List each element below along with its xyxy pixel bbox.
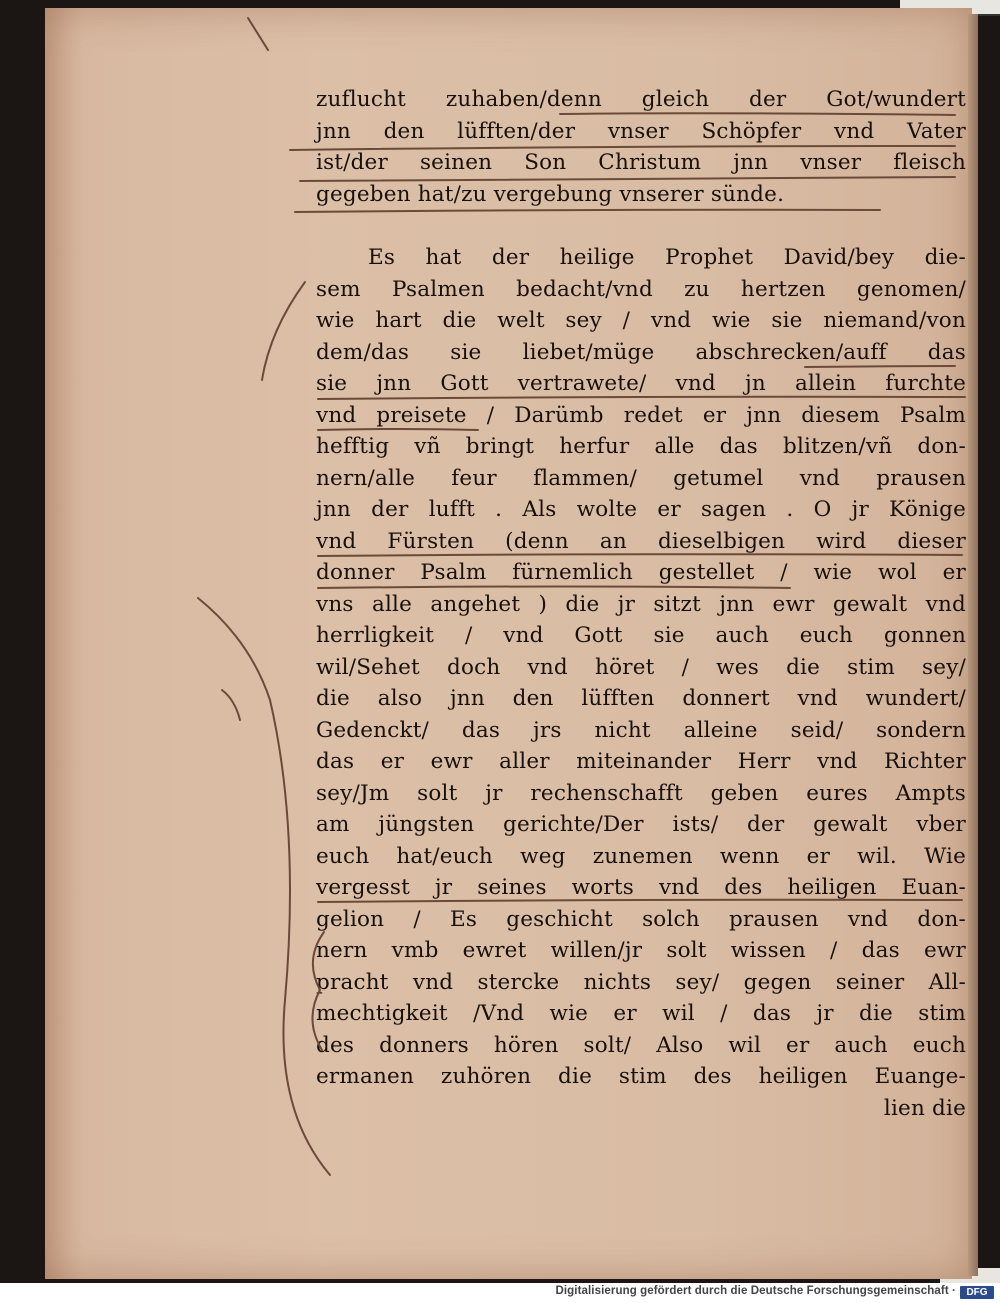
text-line: zuflucht zuhaben/denn gleich der Got/wundert (316, 87, 966, 112)
digitization-footer (0, 1283, 1000, 1303)
text-line: vnd Fürsten (denn an dieselbigen wird dieser (316, 528, 966, 554)
text-line: am jüngsten gerichte/Der ists/ der gewalt vber (316, 812, 966, 837)
text-line: wil/Sehet doch vnd höret / wes die stim sey/ (316, 654, 966, 680)
text-line: vnd preisete / Darümb redet er jnn diesem Psalm (316, 402, 966, 428)
text-line: mechtigkeit /Vnd wie er wil / das jr die stim (316, 1001, 966, 1026)
text-line: donner Psalm fürnemlich gestellet / wie wol er (316, 560, 966, 585)
text-line: vns alle angehet ) die jr sitzt jnn ewr gewalt vnd (316, 591, 966, 617)
text-line: dem/das sie liebet/müge abschrecken/auff das (316, 339, 966, 365)
text-line: wie hart die welt sey / vnd wie sie niemand/von (316, 308, 966, 333)
text-line: euch hat/euch weg zunemen wenn er wil. Wie (316, 843, 966, 869)
text-line: die also jnn den lüfften donnert vnd wundert/ (316, 686, 966, 711)
page-edge (968, 14, 978, 1276)
paragraph-gap (316, 210, 966, 242)
text-line: herrligkeit / vnd Gott sie auch euch gonnen (316, 623, 966, 648)
text-line: Gedenckt/ das jrs nicht alleine seid/ sondern (316, 717, 966, 743)
text-line: sem Psalmen bedacht/vnd zu hertzen genomen/ (316, 276, 966, 302)
text-line: nern/alle feur flammen/ getumel vnd prausen (316, 465, 966, 491)
funding-credit: Digitalisierung gefördert durch die Deutsche Forschungsgemeinschaft · (555, 1285, 956, 1297)
text-line: des donners hören solt/ Also wil er auch euch (316, 1032, 966, 1058)
page-text (316, 84, 966, 1124)
text-line: gegeben hat/zu vergebung vnserer sünde. (316, 181, 785, 207)
text-line: sey/Jm solt jr rechenschafft geben eures Ampts (316, 780, 966, 806)
dfg-logo: DFG (960, 1286, 994, 1299)
text-line: nern vmb ewret willen/jr solt wissen / das ewr (316, 938, 966, 963)
text-line: gelion / Es geschicht solch prausen vnd don- (316, 906, 966, 932)
text-line: das er ewr aller miteinander Herr vnd Richter (316, 749, 966, 774)
text-line: Es hat der heilige Prophet David/bey die- (368, 245, 966, 270)
text-line: pracht vnd stercke nichts sey/ gegen seiner All- (316, 969, 966, 995)
text-line: ermanen zuhören die stim des heiligen Euange- (316, 1064, 966, 1089)
text-line: jnn den lüfften/der vnser Schöpfer vnd Vater (316, 118, 966, 144)
text-line: vergesst jr seines worts vnd des heiligen Euan- (316, 875, 966, 900)
catchword: lien die (883, 1095, 966, 1121)
text-line: hefftig vñ bringt herfur alle das blitzen/vñ don- (316, 434, 966, 459)
text-line: jnn der lufft . Als wolte er sagen . O jr Könige (316, 497, 966, 522)
text-line: ist/der seinen Son Christum jnn vnser fleisch (316, 150, 966, 175)
text-line: sie jnn Gott vertrawete/ vnd jn allein furchte (316, 371, 966, 396)
